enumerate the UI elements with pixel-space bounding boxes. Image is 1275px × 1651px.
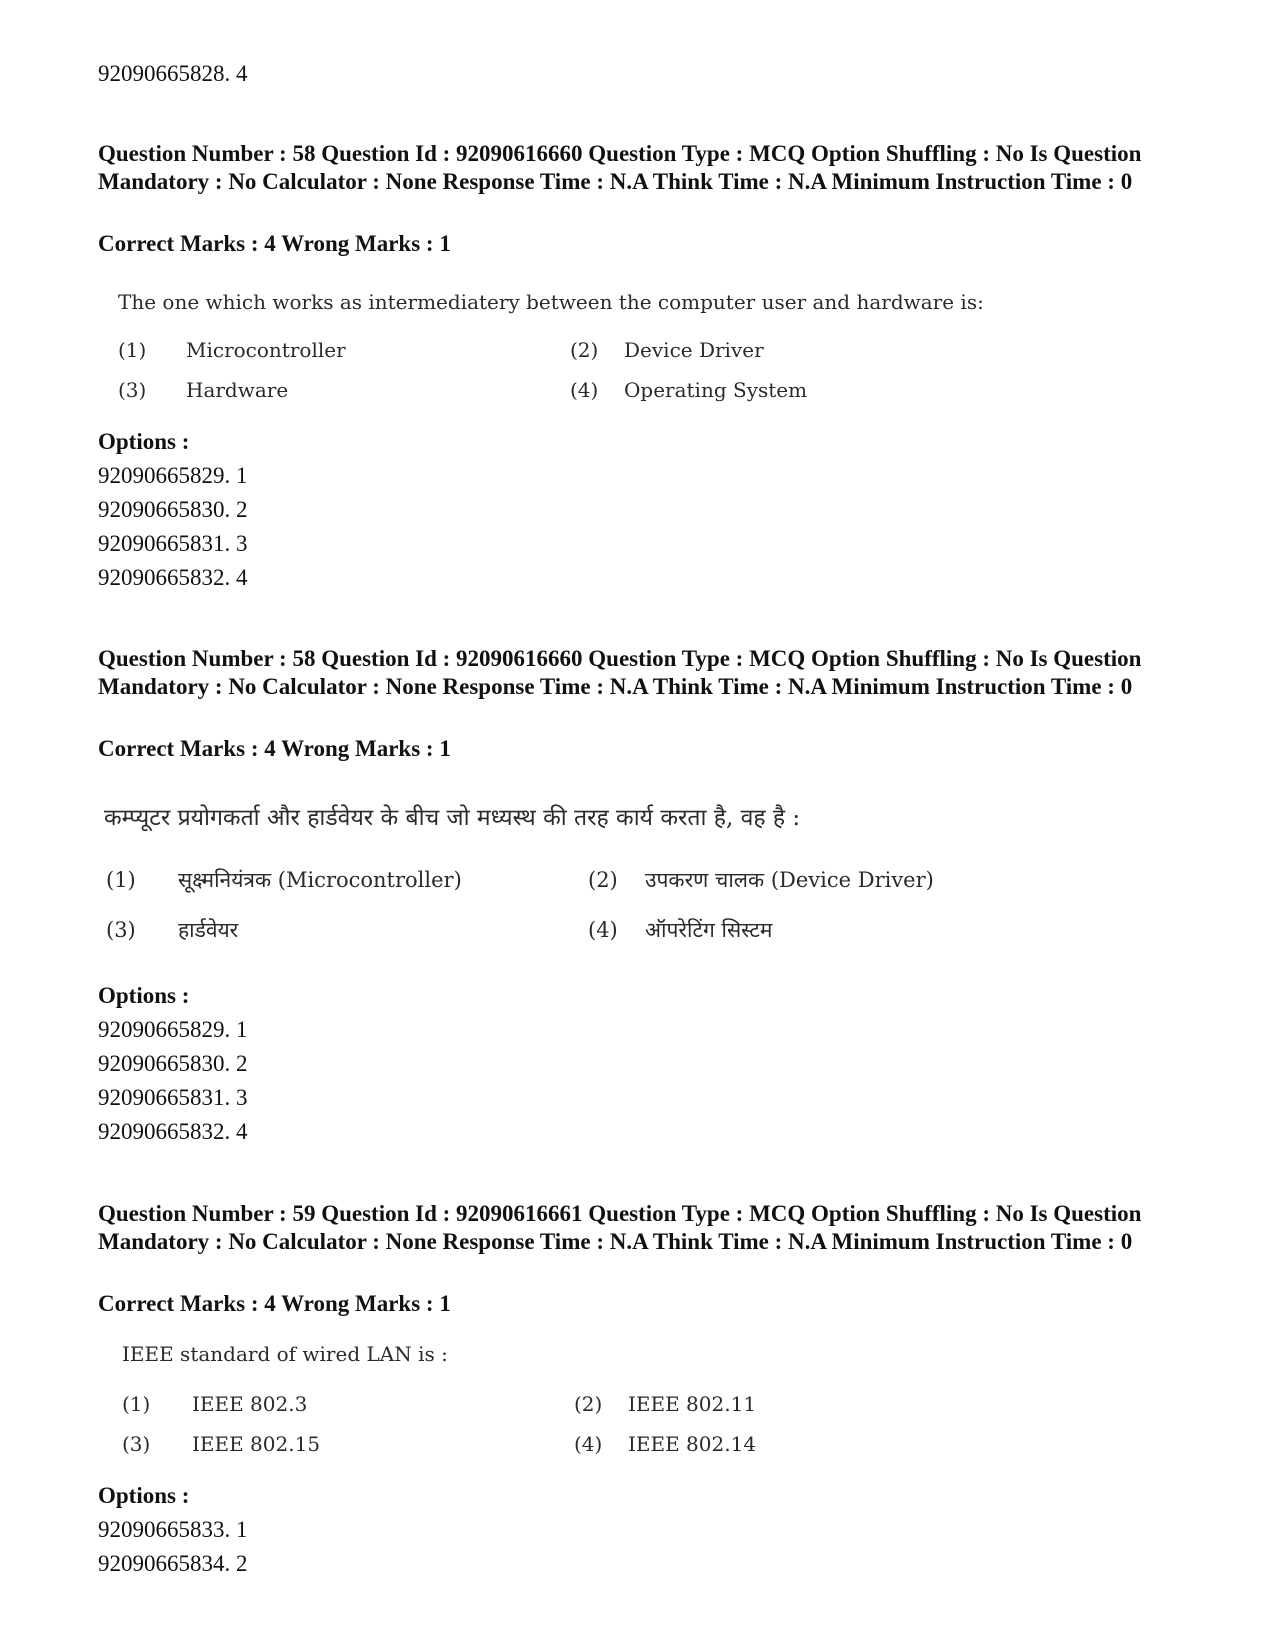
choice-number: (1)	[118, 338, 147, 362]
choice-number: (4)	[574, 1432, 603, 1456]
choice-text: Hardware	[186, 378, 289, 402]
options-label: Options :	[98, 983, 190, 1008]
marks-line: Correct Marks : 4 Wrong Marks : 1	[98, 1291, 451, 1316]
option-line: 92090665833. 1	[98, 1517, 248, 1542]
choice-text: उपकरण चालक (Device Driver)	[645, 868, 934, 892]
choice-text: Microcontroller	[186, 338, 346, 362]
choice-text: सूक्ष्मनियंत्रक (Microcontroller)	[178, 868, 462, 892]
option-line: 92090665829. 1	[98, 1017, 248, 1042]
choice-number: (1)	[122, 1392, 151, 1416]
choice-number: (2)	[574, 1392, 603, 1416]
question-header: Question Number : 59 Question Id : 92090616661 Question Type : MCQ Option Shuffling : No Is Question Mandatory : No Calculator : None Response Time : N.A Think Time : N.A Minimum Instruction Time : 0	[98, 1201, 1142, 1254]
choice-text: Device Driver	[624, 338, 764, 362]
option-line: 92090665830. 2	[98, 1051, 248, 1076]
option-line: 92090665829. 1	[98, 463, 248, 488]
options-label: Options :	[98, 429, 190, 454]
question-text: The one which works as intermediatery between the computer user and hardware is:	[118, 290, 984, 314]
choice-number: (2)	[588, 868, 618, 892]
choice-text: IEEE 802.14	[628, 1432, 757, 1456]
choice-number: (1)	[106, 868, 136, 892]
choice-text: Operating System	[624, 378, 808, 402]
choice-text: IEEE 802.3	[192, 1392, 308, 1416]
marks-line: Correct Marks : 4 Wrong Marks : 1	[98, 231, 451, 256]
choice-text: ऑपरेटिंग सिस्टम	[645, 918, 773, 942]
choice-number: (4)	[570, 378, 599, 402]
option-line: 92090665831. 3	[98, 1085, 248, 1110]
choice-number: (3)	[106, 918, 136, 942]
marks-line: Correct Marks : 4 Wrong Marks : 1	[98, 736, 451, 761]
option-line: 92090665834. 2	[98, 1551, 248, 1576]
question-text: IEEE standard of wired LAN is :	[122, 1342, 448, 1366]
question-text: कम्प्यूटर प्रयोगकर्ता और हार्डवेयर के बीच जो मध्यस्थ की तरह कार्य करता है, वह है :	[104, 805, 801, 831]
question-header: Question Number : 58 Question Id : 92090616660 Question Type : MCQ Option Shuffling : No Is Question Mandatory : No Calculator : None Response Time : N.A Think Time : N.A Minimum Instruction Time : 0	[98, 646, 1142, 699]
choice-number: (3)	[118, 378, 147, 402]
question-header: Question Number : 58 Question Id : 92090616660 Question Type : MCQ Option Shuffling : No Is Question Mandatory : No Calculator : None Response Time : N.A Think Time : N.A Minimum Instruction Time : 0	[98, 141, 1142, 194]
option-line: 92090665832. 4	[98, 565, 248, 590]
choice-number: (2)	[570, 338, 599, 362]
option-line: 92090665828. 4	[98, 61, 248, 86]
options-label: Options :	[98, 1483, 190, 1508]
choice-text: हार्डवेयर	[178, 918, 239, 942]
choice-number: (3)	[122, 1432, 151, 1456]
choice-text: IEEE 802.11	[628, 1392, 757, 1416]
option-line: 92090665831. 3	[98, 531, 248, 556]
choice-number: (4)	[588, 918, 618, 942]
choice-text: IEEE 802.15	[192, 1432, 321, 1456]
option-line: 92090665830. 2	[98, 497, 248, 522]
option-line: 92090665832. 4	[98, 1119, 248, 1144]
